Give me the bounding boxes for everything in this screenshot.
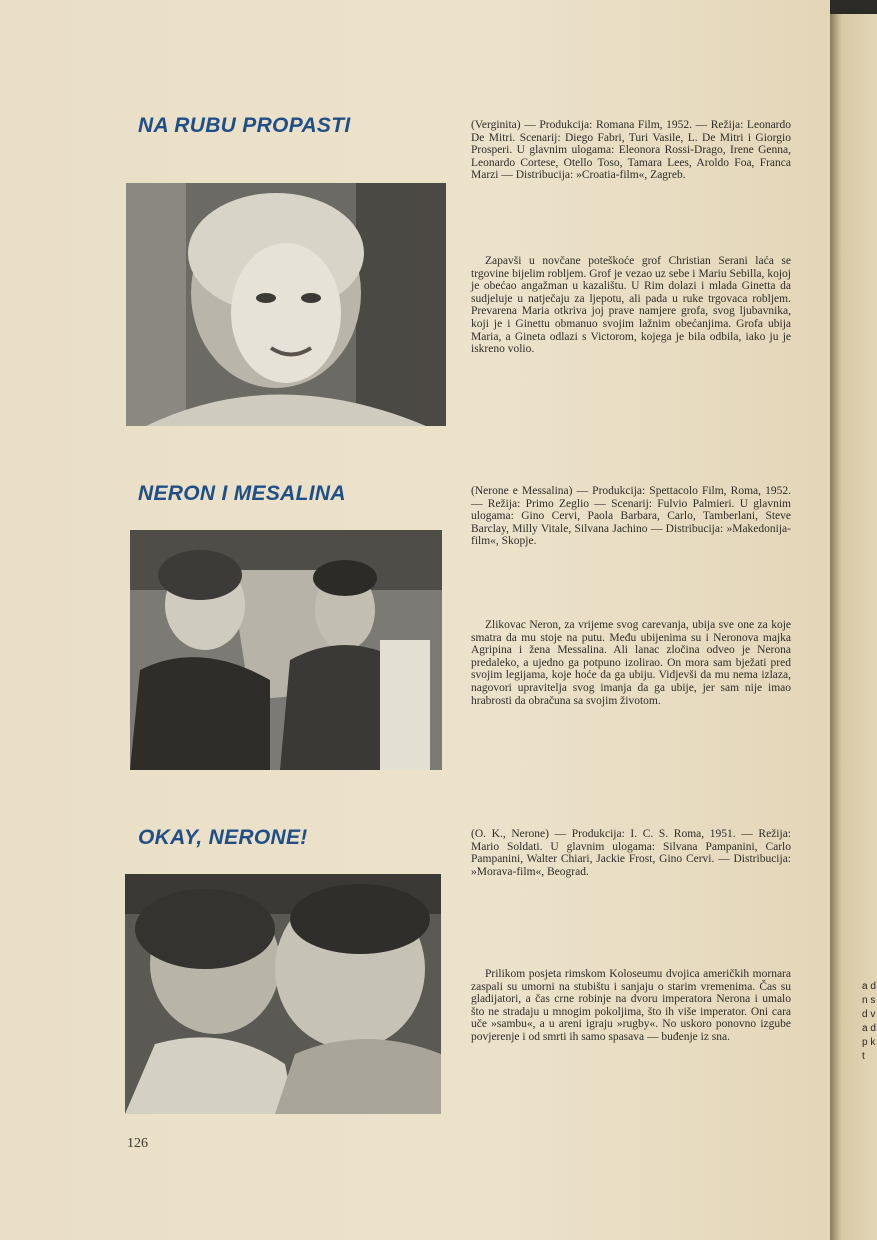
film-title-neron-i-mesalina: NERON I MESALINA: [138, 482, 346, 505]
film-credits: (Verginita) — Produkcija: Romana Film, 1952. — Režija: Leonardo De Mitri. Scenarij: Diego Fabri, Turi Vasile, L. De Mitri i Giorgio Prosperi. U glavnim ulogama: Eleonora Rossi-Drago, Irene Genna, Leonardo Cortese, Otello Toso, Tamara Lees, Aroldo Foa, Franca Marzi — Distribucija: »Croatia-film«, Zagreb.: [471, 119, 791, 182]
film-still-portrait: [126, 183, 446, 426]
film-synopsis: Zlikovac Neron, za vrijeme svog carevanja, ubija sve one za koje smatra da mu stoje na putu. Među ubijenima su i Neronova majka Agripina i žena Messalina. Ali lanac zločina odveo je Nerona predaleko, a ujedno ga potpuno izolirao. On mora sam bježati pred svojim legijama, koje hoće da ga ubiju. Vidjevši da mu nema izlaza, nagovori upravitelja svog imanja da ga ubije, jer sam nije imao hrabrosti da obračuna sa svojim životom.: [471, 619, 791, 707]
film-credits: (Nerone e Messalina) — Produkcija: Spettacolo Film, Roma, 1952. — Režija: Primo Zeglio — Scenarij: Fulvio Palmieri. U glavnim ulogama: Gino Cervi, Paola Barbara, Carlo, Tamberlani, Steve Barclay, Milly Vitale, Silvana Jachino — Distribucija: »Makedonija-film«, Skopje.: [471, 485, 791, 548]
film-still-two-women: [125, 874, 441, 1114]
scan-border: [830, 0, 877, 14]
film-synopsis: Prilikom posjeta rimskom Koloseumu dvojica američkih mornara zaspali su umorni na stubištu i sanjaju o starim vremenima. Čas su gladijatori, a čas crne robinje na dvoru imperatora Nerona i umalo što ne stradaju u mnogim pokoljima, što ih više imperator. Oni cara uče »sambu«, a u areni igraju »rugby«. No uskoro ponovno izgube povjerenje i od smrti ih samo spasava — buđenje iz sna.: [471, 968, 791, 1043]
film-title-okay-nerone: OKAY, NERONE!: [138, 826, 308, 849]
film-still-couple: [130, 530, 442, 770]
film-credits: (O. K., Nerone) — Produkcija: I. C. S. Roma, 1951. — Režija: Mario Soldati. U glavnim ulogama: Silvana Pampanini, Carlo Pampanini, Walter Chiari, Jackie Frost, Gino Cervi. — Distribucija: »Morava-film«, Beograd.: [471, 828, 791, 878]
page-number: 126: [127, 1136, 148, 1151]
film-synopsis: Zapavši u novčane poteškoće grof Christian Serani laća se trgovine bijelim robljem. Grof je vezao uz sebe i Mariu Sebilla, kojoj je obećao angažman u kazalištu. U Rim dolazi i mlada Ginetta da sudjeluje u natječaju za ljepotu, ali pada u ruke trgovaca robljem. Prevarena Maria otkriva joj prave namjere grofa, svog ljubavnika, koji je i Ginettu obmanuo svojim lažnim obećanjima. Grofa ubija Maria, a Gineta odlazi s Victorom, kojega je bila odbila, iako ju je iskreno volio.: [471, 255, 791, 356]
adjacent-page-text-fragment: a d n s d v a d p k t: [862, 981, 876, 1062]
film-title-na-rubu-propasti: NA RUBU PROPASTI: [138, 114, 351, 137]
